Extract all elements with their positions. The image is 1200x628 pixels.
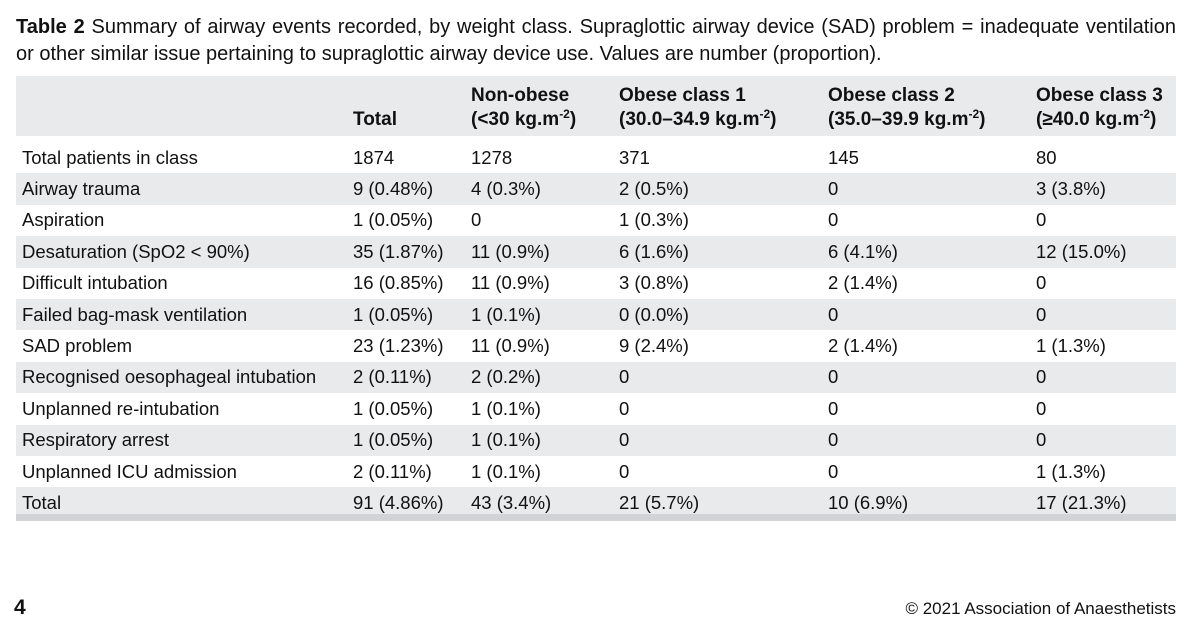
header-line-2-tail: )	[770, 109, 777, 130]
header-line-2-text: (35.0–39.9 kg.m	[828, 109, 969, 130]
table-header-row	[16, 76, 1176, 136]
value-cell: 1 (1.3%)	[1036, 460, 1106, 482]
row-label-cell: Recognised oesophageal intubation	[16, 362, 347, 393]
value-cell: 0	[1036, 397, 1047, 419]
header-line-2	[1036, 108, 1170, 132]
row-label-cell: Airway trauma	[16, 173, 347, 204]
value-cell: 1 (0.05%)	[353, 209, 434, 231]
table-row	[16, 456, 1176, 487]
copyright-notice: © 2021 Association of Anaesthetists	[905, 599, 1176, 618]
value-cell: 11 (0.9%)	[465, 236, 613, 267]
table-row	[16, 236, 1176, 267]
table-row	[16, 205, 1176, 236]
airway-events-table	[16, 76, 1176, 519]
value-cell: 0	[1030, 299, 1176, 330]
header-line-2-tail: )	[569, 109, 577, 130]
value-cell: 23 (1.23%)	[353, 335, 444, 357]
table-row	[16, 330, 1176, 361]
row-label-cell: SAD problem	[22, 335, 133, 357]
table-row	[16, 425, 1176, 456]
header-line-2-text: Total	[353, 109, 397, 130]
row-label-cell: Unplanned re-intubation	[22, 397, 220, 419]
value-cell: 1 (0.1%)	[471, 397, 541, 419]
header-cell	[822, 76, 1030, 136]
value-cell: 1 (0.1%)	[465, 299, 613, 330]
header-line-2-text: (≥40.0 kg.m	[1036, 109, 1140, 130]
value-cell: 0	[828, 460, 839, 482]
header-cell	[347, 76, 465, 136]
value-cell: 0	[1036, 209, 1047, 231]
value-cell: 0	[619, 397, 630, 419]
value-cell: 1 (0.05%)	[353, 397, 434, 419]
row-label-cell: Total	[16, 487, 347, 518]
value-cell: 0	[822, 173, 1030, 204]
header-unit-exponent: -2	[759, 107, 771, 121]
value-cell: 91 (4.86%)	[347, 487, 465, 518]
value-cell: 10 (6.9%)	[822, 487, 1030, 518]
value-cell: 3 (0.8%)	[619, 272, 689, 294]
table-body	[16, 136, 1176, 519]
value-cell: 145	[828, 146, 859, 168]
row-label-cell: Unplanned ICU admission	[22, 460, 237, 482]
value-cell: 0	[1030, 425, 1176, 456]
value-cell: 2 (1.4%)	[828, 335, 898, 357]
value-cell: 11 (0.9%)	[471, 272, 550, 294]
value-cell: 0	[828, 397, 839, 419]
table-row	[16, 393, 1176, 424]
header-line-1: Obese class 1	[619, 85, 746, 106]
value-cell: 0	[822, 362, 1030, 393]
value-cell: 0 (0.0%)	[613, 299, 822, 330]
table-row	[16, 136, 1176, 173]
header-line-2	[828, 108, 1024, 132]
value-cell: 43 (3.4%)	[465, 487, 613, 518]
value-cell: 2 (0.11%)	[347, 362, 465, 393]
value-cell: 0	[613, 425, 822, 456]
table-row	[16, 268, 1176, 299]
value-cell: 1 (0.1%)	[465, 425, 613, 456]
row-label-cell: Respiratory arrest	[16, 425, 347, 456]
value-cell: 1 (0.05%)	[347, 299, 465, 330]
header-line-1	[353, 84, 459, 108]
value-cell: 1 (0.3%)	[619, 209, 689, 231]
header-line-1	[22, 108, 341, 132]
row-label-cell: Desaturation (SpO2 < 90%)	[16, 236, 347, 267]
table-caption	[16, 14, 1176, 68]
row-label-cell: Failed bag-mask ventilation	[16, 299, 347, 330]
header-line-2-text: (30.0–34.9 kg.m	[619, 109, 760, 130]
value-cell: 21 (5.7%)	[613, 487, 822, 518]
value-cell: 2 (1.4%)	[828, 272, 898, 294]
value-cell: 9 (0.48%)	[347, 173, 465, 204]
header-unit-exponent: -2	[968, 107, 980, 121]
header-line-2	[471, 108, 607, 132]
header-cell	[613, 76, 822, 136]
value-cell: 0	[619, 460, 630, 482]
row-label-cell: Aspiration	[22, 209, 105, 231]
value-cell: 371	[619, 146, 650, 168]
header-cell-label	[16, 76, 347, 136]
caption-label: Table 2	[16, 16, 85, 38]
value-cell: 6 (4.1%)	[822, 236, 1030, 267]
value-cell: 35 (1.87%)	[347, 236, 465, 267]
value-cell: 2 (0.5%)	[613, 173, 822, 204]
value-cell: 80	[1036, 146, 1057, 168]
value-cell: 1 (0.05%)	[347, 425, 465, 456]
header-line-1: Non-obese	[471, 85, 570, 106]
value-cell: 4 (0.3%)	[465, 173, 613, 204]
value-cell: 1 (1.3%)	[1036, 335, 1106, 357]
value-cell: 1 (0.1%)	[471, 460, 541, 482]
header-line-2-tail: )	[979, 109, 986, 130]
header-line-2	[353, 108, 459, 132]
table-row	[16, 299, 1176, 330]
value-cell: 11 (0.9%)	[471, 335, 550, 357]
value-cell: 0	[471, 209, 482, 231]
row-label-cell: Total patients in class	[22, 146, 198, 168]
header-line-2-text: (<30 kg.m	[471, 109, 560, 130]
page-number: 4	[14, 596, 26, 619]
value-cell: 1874	[353, 146, 395, 168]
value-cell: 17 (21.3%)	[1030, 487, 1176, 518]
table-bottom-rule	[16, 514, 1176, 521]
value-cell: 1278	[471, 146, 513, 168]
header-cell	[465, 76, 613, 136]
value-cell: 3 (3.8%)	[1030, 173, 1176, 204]
value-cell: 0	[613, 362, 822, 393]
row-label-cell: Difficult intubation	[22, 272, 168, 294]
value-cell: 16 (0.85%)	[353, 272, 444, 294]
header-cell	[1030, 76, 1176, 136]
table-row	[16, 362, 1176, 393]
value-cell: 6 (1.6%)	[613, 236, 822, 267]
value-cell: 9 (2.4%)	[619, 335, 689, 357]
value-cell: 0	[822, 299, 1030, 330]
header-line-1: Obese class 3	[1036, 85, 1163, 106]
header-line-1: Obese class 2	[828, 85, 955, 106]
header-unit-exponent: -2	[1139, 107, 1151, 121]
value-cell: 0	[828, 209, 839, 231]
header-line-2	[619, 108, 816, 132]
value-cell: 0	[1036, 272, 1047, 294]
caption-text: Summary of airway events recorded, by weight class. Supraglottic airway device (SAD) problem = inadequate ventilation or other similar issue pertaining to supraglottic airway device use. Values are number (proportion).	[16, 16, 1176, 65]
table-row	[16, 173, 1176, 204]
value-cell: 0	[822, 425, 1030, 456]
header-unit-exponent: -2	[559, 107, 570, 121]
value-cell: 2 (0.2%)	[465, 362, 613, 393]
value-cell: 12 (15.0%)	[1030, 236, 1176, 267]
value-cell: 2 (0.11%)	[353, 460, 432, 482]
value-cell: 0	[1030, 362, 1176, 393]
header-line-2-tail: )	[1150, 109, 1157, 130]
